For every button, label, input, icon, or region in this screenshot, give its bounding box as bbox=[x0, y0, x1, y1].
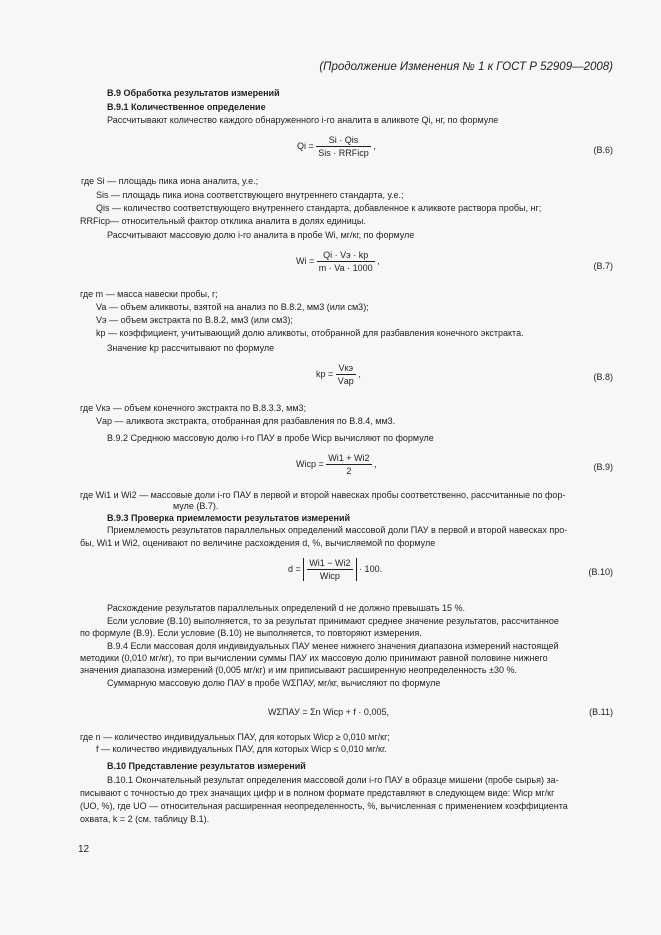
definition-line: RRFiср— относительный фактор отклика аналита в долях единицы. bbox=[80, 216, 366, 226]
equation-numerator: Qi · Vэ · kр bbox=[317, 250, 375, 262]
equation-b6 bbox=[297, 135, 376, 158]
section-heading-b10: В.10 Представление результатов измерений bbox=[107, 761, 306, 771]
equation-tail: , bbox=[358, 368, 361, 379]
definition-line: f — количество индивидуальных ПАУ, для которых Wiср ≤ 0,010 мг/кг. bbox=[96, 744, 387, 754]
equation-number: (В.8) bbox=[593, 372, 613, 382]
equation-lhs: Wiср = bbox=[296, 458, 324, 469]
paragraph-line: Если условие (В.10) выполняется, то за результат принимают среднее значение результатов, рассчитанное bbox=[107, 616, 559, 626]
paragraph-line: (UO, %), где UO — относительная расширенная неопределенность, %, вычисленная с применением коэффициента bbox=[80, 801, 568, 811]
equation-lhs: Wi = bbox=[296, 255, 315, 266]
paragraph-line: бы, Wi1 и Wi2, оценивают по величине расхождения d, %, вычисляемой по формуле bbox=[80, 538, 436, 548]
section-heading-b93: В.9.3 Проверка приемлемости результатов измерений bbox=[107, 513, 351, 523]
definition-line: где Wi1 и Wi2 — массовые доли i-го ПАУ в первой и второй навесках пробы соответственно, рассчитанные по фор- bbox=[80, 490, 566, 500]
section-heading-b9: В.9 Обработка результатов измерений bbox=[107, 88, 280, 98]
equation-denominator: Sis · RRFiср bbox=[318, 148, 369, 158]
definition-line: Sis — площадь пика иона соответствующего внутреннего стандарта, у.е.; bbox=[96, 190, 404, 200]
paragraph: Рассчитывают массовую долю i-го аналита в пробе Wi, мг/кг, по формуле bbox=[107, 230, 415, 240]
definition-line: где Si — площадь пика иона аналита, у.е.; bbox=[81, 176, 259, 186]
paragraph-line: по формуле (В.9). Если условие (В.10) не выполняется, то повторяют измерения. bbox=[80, 628, 422, 638]
equation-b8 bbox=[316, 363, 361, 386]
equation-denominator: Wiср bbox=[319, 571, 340, 581]
paragraph: Суммарную массовую долю ПАУ в пробе WΣПАУ, мг/кг, вычисляют по формуле bbox=[107, 678, 441, 688]
definition-line: Va — объем аликвоты, взятой на анализ по В.8.2, мм3 (или см3); bbox=[96, 302, 369, 312]
equation-tail: , bbox=[373, 140, 376, 151]
paragraph-line: методики (0,010 мг/кг), то при вычислении суммы ПАУ их массовую долю принимают равной половине нижнего bbox=[80, 653, 548, 663]
definition-line: Qis — количество соответствующего внутреннего стандарта, добавленное к аликвоте раствора пробы, нг; bbox=[96, 203, 542, 213]
equation-number: (В.6) bbox=[593, 145, 613, 155]
paragraph: Значение kр рассчитывают по формуле bbox=[107, 343, 275, 353]
equation-number: (В.11) bbox=[589, 707, 613, 717]
paragraph-line: писывают с точностью до трех значащих цифр и в полном формате представляют в следующем виде: Wiср мг/кг bbox=[80, 788, 555, 798]
equation-numerator: Wi1 − Wi2 bbox=[309, 558, 351, 568]
paragraph-line: В.10.1 Окончательный результат определения массовой доли i-го ПАУ в образце мишени (пробе сырья) за- bbox=[107, 775, 559, 785]
paragraph-line: значения диапазона измерений (0,005 мг/кг) и им приписывают расширенную неопределенность ±30 %. bbox=[80, 665, 518, 675]
equation-number: (В.7) bbox=[593, 261, 613, 271]
equation-denominator: m · Va · 1000 bbox=[318, 263, 373, 273]
equation-tail: · 100. bbox=[359, 563, 383, 574]
equation-b10 bbox=[288, 558, 382, 581]
equation-tail: , bbox=[374, 458, 377, 469]
equation-lhs: Qi = bbox=[297, 140, 314, 151]
paragraph: Рассчитывают количество каждого обнаруженного i-го аналита в аликвоте Qi, нг, по формуле bbox=[107, 115, 499, 125]
equation-numerator: Si · Qis bbox=[316, 135, 371, 147]
paragraph: Расхождение результатов параллельных определений d не должно превышать 15 %. bbox=[107, 603, 465, 613]
equation-tail: , bbox=[377, 255, 380, 266]
definition-line: где n — количество индивидуальных ПАУ, для которых Wiср ≥ 0,010 мг/кг; bbox=[80, 732, 390, 742]
equation-number: (В.9) bbox=[593, 462, 613, 472]
definition-line: где Vкэ — объем конечного экстракта по В.8.3.3, мм3; bbox=[80, 403, 307, 413]
equation-b9 bbox=[296, 453, 377, 476]
absolute-value-bars bbox=[303, 558, 356, 581]
paragraph: В.9.2 Среднюю массовую долю i-го ПАУ в пробе Wiср вычисляют по формуле bbox=[107, 433, 434, 443]
definition-line: муле (В.7). bbox=[173, 501, 219, 511]
equation-fraction bbox=[326, 453, 371, 476]
paragraph-line: охвата, k = 2 (см. таблицу В.1). bbox=[80, 814, 210, 824]
equation-numerator: Wi1 + Wi2 bbox=[328, 453, 370, 463]
page-number: 12 bbox=[78, 844, 90, 855]
equation-denominator: Vар bbox=[337, 376, 354, 386]
equation-fraction bbox=[307, 558, 352, 581]
definition-line: Vэ — объем экстракта по В.8.2, мм3 (или см3); bbox=[96, 315, 293, 325]
equation-numerator: Vкэ bbox=[336, 363, 356, 375]
equation-lhs: d = bbox=[288, 563, 301, 574]
equation-number: (В.10) bbox=[588, 567, 613, 577]
equation-denominator: 2 bbox=[346, 466, 352, 476]
definition-line: kр — коэффициент, учитывающий долю аликвоты, отобранной для разбавления конечного экстракта. bbox=[96, 328, 524, 338]
equation-b11: WΣПАУ = Σn Wiср + f · 0,005, bbox=[268, 707, 389, 717]
equation-b7 bbox=[296, 250, 380, 273]
paragraph-line: В.9.4 Если массовая доля индивидуальных ПАУ менее нижнего значения диапазона измерений настоящей bbox=[107, 641, 559, 651]
equation-lhs: kр = bbox=[316, 368, 334, 379]
definition-line: где m — масса навески пробы, г; bbox=[80, 289, 218, 299]
equation-fraction bbox=[317, 250, 375, 273]
definition-line: Vар — аликвота экстракта, отобранная для разбавления по В.8.4, мм3. bbox=[96, 416, 396, 426]
section-heading-b91: В.9.1 Количественное определение bbox=[107, 102, 266, 112]
running-header: (Продолжение Изменения № 1 к ГОСТ Р 52909—2008) bbox=[319, 61, 613, 73]
paragraph-line: Приемлемость результатов параллельных определений массовой доли ПАУ в первой и второй навесках про- bbox=[107, 525, 568, 535]
equation-fraction bbox=[316, 135, 371, 158]
equation-fraction bbox=[336, 363, 356, 386]
